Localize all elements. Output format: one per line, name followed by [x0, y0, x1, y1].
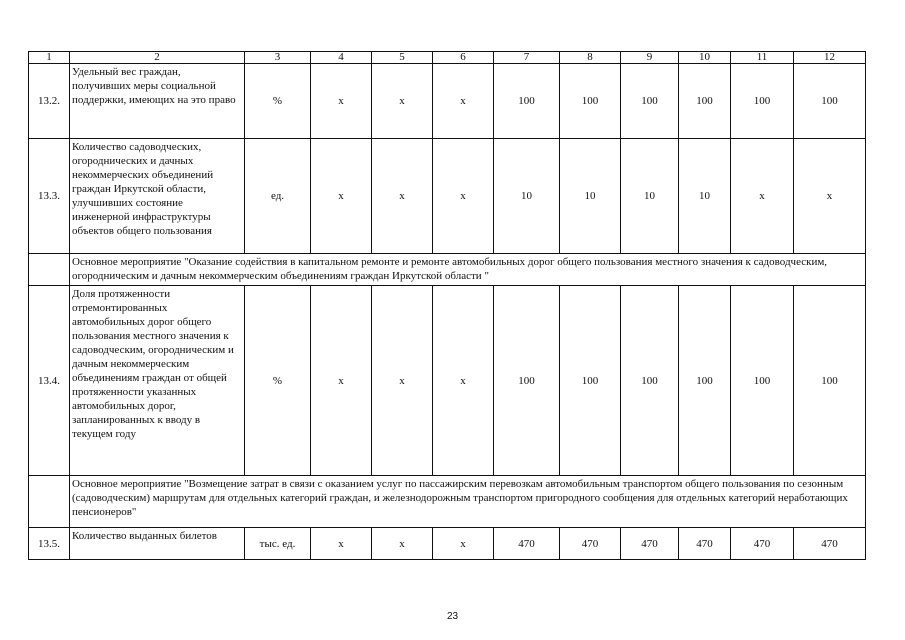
value-cell: 100 — [794, 64, 866, 139]
value-cell: х — [372, 286, 433, 476]
row-number: 13.2. — [29, 64, 70, 139]
indicator-row — [29, 286, 866, 476]
value-cell: 100 — [494, 64, 560, 139]
section-row — [29, 254, 866, 286]
value-cell: 100 — [621, 64, 679, 139]
row-number: 13.4. — [29, 286, 70, 476]
value-cell: 10 — [679, 139, 731, 254]
indicator-row — [29, 528, 866, 560]
value-cell: 10 — [494, 139, 560, 254]
value-cell: 470 — [494, 528, 560, 560]
row-number-cell — [29, 254, 70, 286]
column-number: 10 — [679, 52, 731, 64]
column-number: 3 — [245, 52, 311, 64]
column-number-row — [29, 52, 866, 64]
unit: тыс. ед. — [245, 528, 311, 560]
value-cell: х — [433, 286, 494, 476]
value-cell: х — [433, 64, 494, 139]
value-cell: 100 — [679, 64, 731, 139]
value-cell: 100 — [621, 286, 679, 476]
row-number: 13.3. — [29, 139, 70, 254]
column-number: 6 — [433, 52, 494, 64]
indicator-row — [29, 64, 866, 139]
value-cell: х — [311, 139, 372, 254]
value-cell: 10 — [621, 139, 679, 254]
section-row — [29, 476, 866, 528]
column-number: 12 — [794, 52, 866, 64]
column-number: 7 — [494, 52, 560, 64]
value-cell: 470 — [679, 528, 731, 560]
value-cell: х — [433, 528, 494, 560]
value-cell: 100 — [794, 286, 866, 476]
value-cell: х — [311, 286, 372, 476]
value-cell: х — [311, 528, 372, 560]
value-cell: х — [311, 64, 372, 139]
section-title: Основное мероприятие "Оказание содействия в капитальном ремонте и ремонте автомобильных дорог общего пользования местного значения к садоводческим, огородническим и дачным некоммерческим объединениям граждан Иркутской области " — [70, 254, 866, 286]
section-title: Основное мероприятие "Возмещение затрат в связи с оказанием услуг по пассажирским перевозкам автомобильным транспортом общего пользования по сезонным (садоводческим) маршрутам для отдельных категорий граждан, и железнодорожным транспортом пригородного сообщения для отдельных категорий неработающих пенсионеров" — [70, 476, 866, 528]
value-cell: 100 — [560, 64, 621, 139]
indicators-table — [28, 51, 866, 560]
value-cell: 100 — [560, 286, 621, 476]
value-cell: 100 — [731, 286, 794, 476]
value-cell: 470 — [560, 528, 621, 560]
unit: % — [245, 286, 311, 476]
value-cell: х — [433, 139, 494, 254]
value-cell: х — [372, 139, 433, 254]
column-number: 5 — [372, 52, 433, 64]
value-cell: 100 — [494, 286, 560, 476]
value-cell: 100 — [679, 286, 731, 476]
column-number: 2 — [70, 52, 245, 64]
column-number: 8 — [560, 52, 621, 64]
value-cell: х — [372, 64, 433, 139]
value-cell: 470 — [731, 528, 794, 560]
page-number: 23 — [446, 611, 459, 622]
row-number: 13.5. — [29, 528, 70, 560]
column-number: 11 — [731, 52, 794, 64]
column-number: 1 — [29, 52, 70, 64]
indicator-name: Удельный вес граждан, получивших меры социальной поддержки, имеющих на это право — [70, 64, 245, 139]
unit: % — [245, 64, 311, 139]
row-number-cell — [29, 476, 70, 528]
value-cell: х — [372, 528, 433, 560]
indicator-name: Количество садоводческих, огороднических и дачных некоммерческих объединений граждан Иркутской области, улучшивших состояние инженерной инфраструктуры объектов общего пользования — [70, 139, 245, 254]
value-cell: 10 — [560, 139, 621, 254]
column-number: 9 — [621, 52, 679, 64]
indicator-name: Доля протяженности отремонтированных автомобильных дорог общего пользования местного значения к садоводческим, огородническим и дачным некоммерческим объединениям граждан от общей протяженности указанных автомобильных дорог, запланированных к вводу в текущем году — [70, 286, 245, 476]
indicator-row — [29, 139, 866, 254]
column-number: 4 — [311, 52, 372, 64]
value-cell: 100 — [731, 64, 794, 139]
value-cell: 470 — [794, 528, 866, 560]
indicator-name: Количество выданных билетов — [70, 528, 245, 560]
value-cell: 470 — [621, 528, 679, 560]
value-cell: х — [794, 139, 866, 254]
value-cell: х — [731, 139, 794, 254]
unit: ед. — [245, 139, 311, 254]
